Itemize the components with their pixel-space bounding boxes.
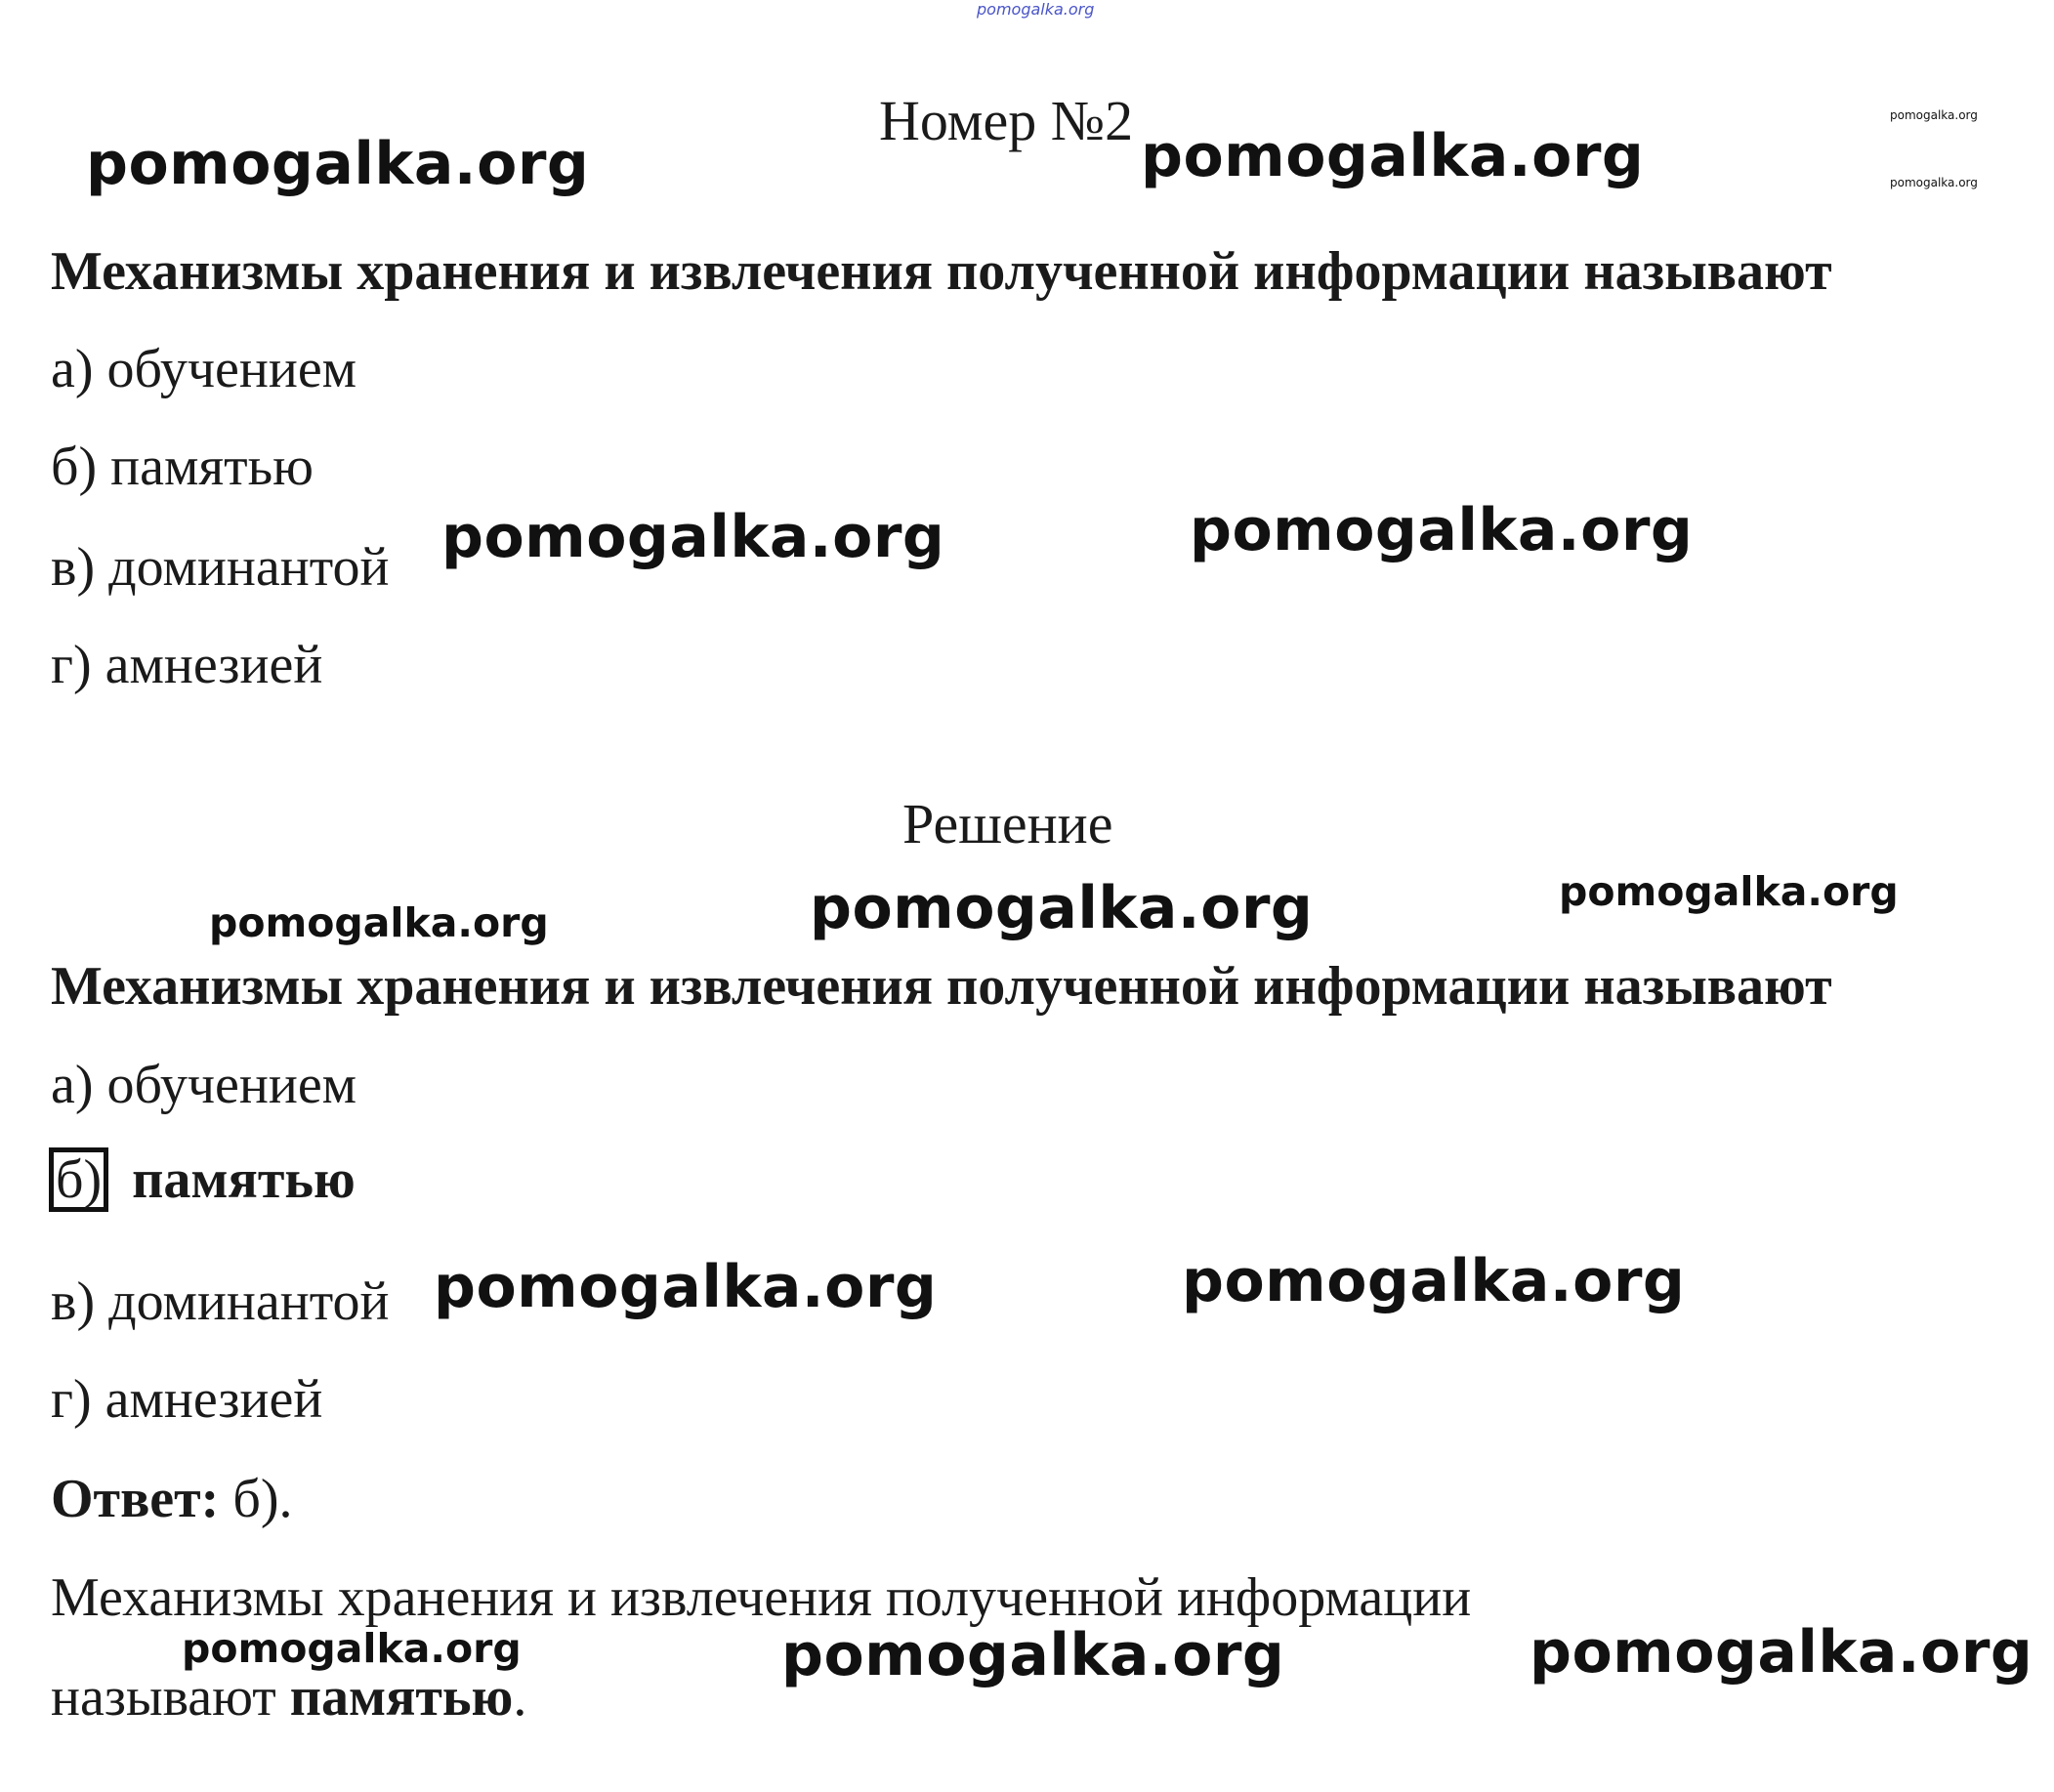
answer-label: Ответ: (51, 1469, 220, 1529)
correct-option-marker: б) (49, 1147, 108, 1212)
option-c: в) доминантой (51, 537, 390, 598)
watermark: pomogalka.org (781, 1621, 1285, 1689)
solution-option-a: а) обучением (51, 1055, 357, 1115)
explanation-suffix: . (513, 1667, 527, 1728)
watermark-top: pomogalka.org (977, 0, 1095, 19)
watermark: pomogalka.org (1559, 868, 1899, 915)
explanation-bold-term: памятью (289, 1667, 514, 1728)
solution-question-text: Механизмы хранения и извлечения полученной информации называют (51, 956, 1832, 1017)
question-text: Механизмы хранения и извлечения полученной информации называют (51, 241, 1832, 302)
watermark: pomogalka.org (1141, 122, 1645, 190)
solution-option-b (49, 1147, 356, 1212)
watermark: pomogalka.org (441, 503, 945, 571)
explanation-prefix: называют (51, 1667, 290, 1728)
option-b: б) памятью (51, 437, 314, 497)
explanation-line-2 (51, 1667, 527, 1728)
answer-line (51, 1469, 293, 1529)
solution-title: Решение (902, 792, 1113, 855)
explanation-line-1: Механизмы хранения и извлечения полученной информации (51, 1567, 1472, 1628)
watermark: pomogalka.org (86, 130, 590, 198)
watermark: pomogalka.org (810, 874, 1314, 942)
task-title: Номер №2 (879, 89, 1134, 152)
watermark: pomogalka.org (1190, 496, 1694, 564)
option-a: а) обучением (51, 339, 357, 399)
watermark: pomogalka.org (1890, 176, 1978, 189)
watermark: pomogalka.org (1182, 1247, 1686, 1315)
watermark: pomogalka.org (182, 1625, 522, 1672)
watermark: pomogalka.org (1890, 108, 1978, 122)
watermark: pomogalka.org (209, 899, 549, 946)
solution-option-d: г) амнезией (51, 1369, 323, 1430)
option-d: г) амнезией (51, 635, 323, 695)
correct-option-text: памятью (132, 1149, 356, 1210)
solution-option-c: в) доминантой (51, 1271, 390, 1332)
watermark: pomogalka.org (1530, 1618, 2033, 1687)
answer-value: б). (219, 1469, 293, 1529)
watermark: pomogalka.org (434, 1253, 938, 1321)
